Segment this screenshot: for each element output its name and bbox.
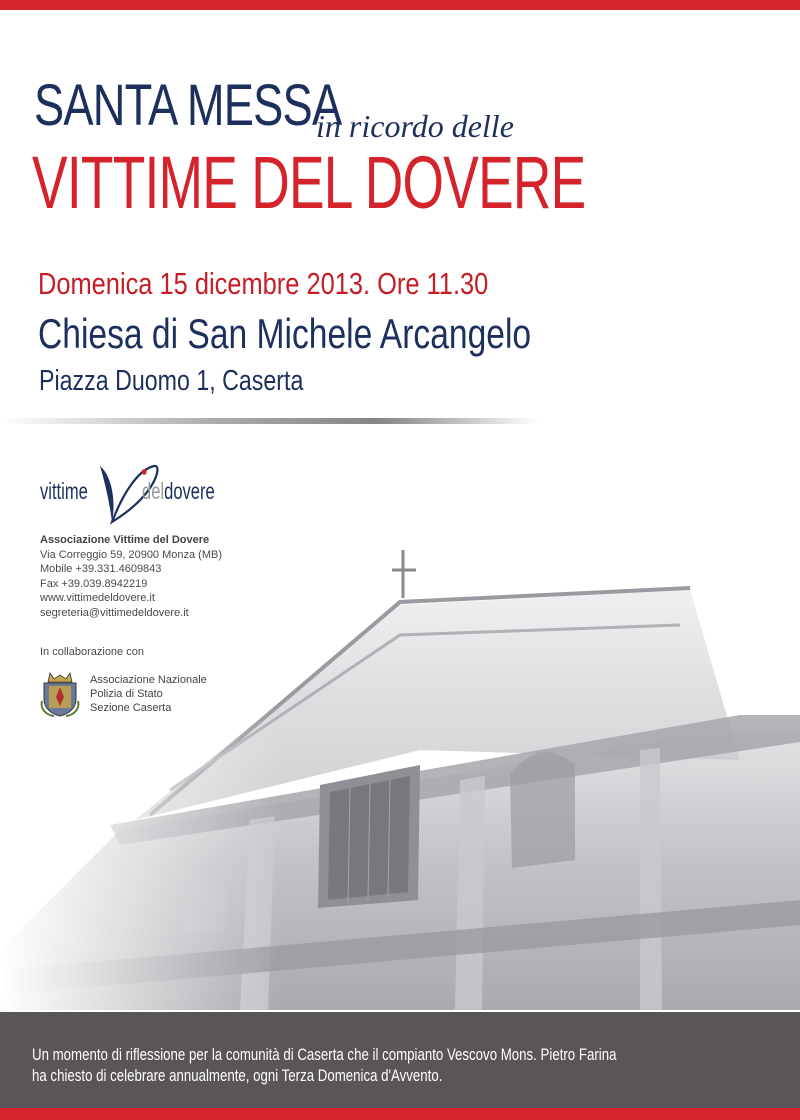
logo-word-dovere: dovere xyxy=(164,478,215,504)
association-street: Via Correggio 59, 20900 Monza (MB) xyxy=(40,548,223,561)
event-address: Piazza Duomo 1, Caserta xyxy=(39,365,304,397)
footer-line-1: Un momento di riflessione per la comunità di Caserta che il compianto Vescovo Mons. Pietro Farina xyxy=(32,1045,617,1064)
association-mobile: Mobile +39.331.4609843 xyxy=(40,563,162,575)
event-date-time: Domenica 15 dicembre 2013. Ore 11.30 xyxy=(38,266,489,301)
title-line-1 xyxy=(34,72,514,144)
vittime-del-dovere-logo xyxy=(40,456,240,526)
police-association-text xyxy=(90,673,207,715)
footer-line-2: ha chiesto di celebrare annualmente, ogni Terza Domenica d'Avvento. xyxy=(32,1066,443,1085)
logo-word-deldovere xyxy=(142,478,215,505)
title-in-ricordo: in ricordo delle xyxy=(316,108,514,144)
police-line-3: Sezione Caserta xyxy=(90,702,172,714)
association-email[interactable]: segreteria@vittimedeldovere.it xyxy=(40,606,189,619)
association-fax: Fax +39.039.8942219 xyxy=(40,577,148,590)
association-contact-block xyxy=(40,533,222,620)
police-line-2: Polizia di Stato xyxy=(90,688,163,700)
logo-word-del: del xyxy=(142,478,165,504)
bottom-red-bar xyxy=(0,1108,800,1120)
collaboration-label: In collaborazione con xyxy=(40,646,144,658)
event-venue: Chiesa di San Michele Arcangelo xyxy=(38,310,532,357)
sketch-divider xyxy=(0,418,540,424)
logo-word-vittime: vittime xyxy=(40,478,88,504)
association-website[interactable]: www.vittimedeldovere.it xyxy=(40,592,155,604)
police-crest-icon xyxy=(40,671,80,717)
title-santa-messa: SANTA MESSA xyxy=(34,73,342,138)
association-name: Associazione Vittime del Dovere xyxy=(40,534,210,546)
footer-text xyxy=(32,1044,734,1086)
police-line-1: Associazione Nazionale xyxy=(90,674,207,686)
footer-band xyxy=(0,1012,800,1108)
police-association xyxy=(40,671,280,721)
top-red-bar xyxy=(0,0,800,10)
title-vittime-del-dovere: VITTIME DEL DOVERE xyxy=(32,141,586,224)
